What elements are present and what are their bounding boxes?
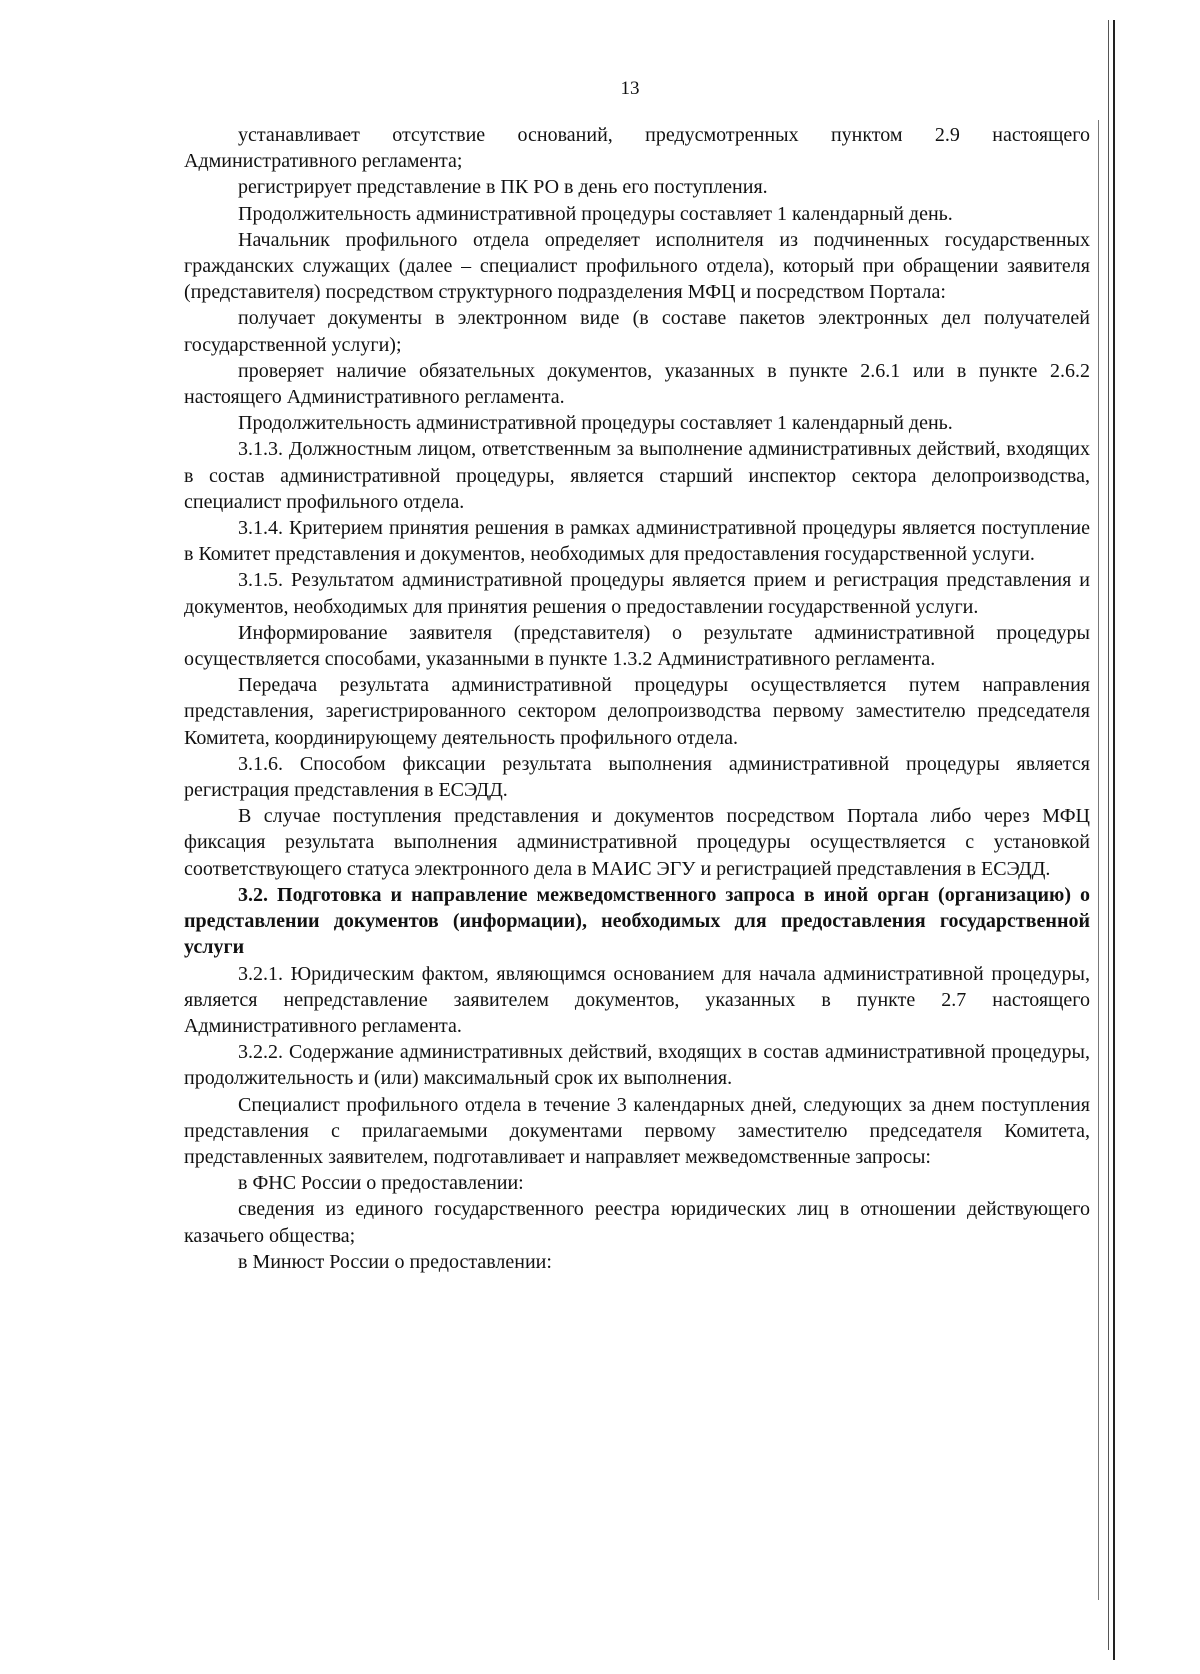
paragraph: 3.1.4. Критерием принятия решения в рамках административной процедуры является поступление в Комитет представления и документов, необходимых для предоставления государственной услуги. [184,517,1090,566]
document-body [184,122,1090,1275]
paragraph: устанавливает отсутствие оснований, предусмотренных пунктом 2.9 настоящего Административного регламента; [184,124,1090,173]
paragraph: 3.2.1. Юридическим фактом, являющимся основанием для начала административной процедуры, является непредставление заявителем документов, указанных в пункте 2.7 настоящего Административного регламента. [184,962,1090,1037]
paragraph: Начальник профильного отдела определяет исполнителя из подчиненных государственных гражданских служащих (далее – специалист профильного отдела), который при обращении заявителя (представителя) посредством структурного подразделения МФЦ и посредством Портала: [184,228,1090,304]
paragraph: получает документы в электронном виде (в составе пакетов электронных дел получателей государственной услуги); [184,307,1090,356]
paragraph: Продолжительность административной процедуры составляет 1 календарный день. [238,412,953,435]
paragraph: регистрирует представление в ПК РО в день его поступления. [238,176,768,199]
paragraph: Передача результата административной процедуры осуществляется путем направления представления, зарегистрированного сектором делопроизводства первому заместителю председателя Комитета, координирующему деятельность профильного отдела. [184,674,1090,749]
paragraph: 3.1.5. Результатом административной процедуры является прием и регистрация представления и документов, необходимых для принятия решения о предоставлении государственной услуги. [184,569,1090,618]
scan-artifact-line [1098,120,1099,1600]
scan-artifact-line [1113,20,1115,1660]
paragraph: в Минюст России о предоставлении: [238,1250,552,1273]
paragraph: Информирование заявителя (представителя) о результате административной процедуры осуществляется способами, указанными в пункте 1.3.2 Административного регламента. [184,621,1090,671]
paragraph: проверяет наличие обязательных документов, указанных в пункте 2.6.1 или в пункте 2.6.2 настоящего Административного регламента. [184,359,1090,409]
paragraph: Продолжительность административной процедуры составляет 1 календарный день. [238,202,953,225]
paragraph: Специалист профильного отдела в течение 3 календарных дней, следующих за днем поступления представления с прилагаемыми документами первому заместителю председателя Комитета, представленных заявителем, подготавливает и направляет межведомственные запросы: [184,1093,1090,1168]
page-number: 13 [620,78,640,99]
paragraph: в ФНС России о предоставлении: [238,1172,524,1195]
paragraph: сведения из единого государственного реестра юридических лиц в отношении действующего казачьего общества; [184,1198,1090,1247]
scan-artifact-line [1108,20,1109,1650]
section-heading: 3.2. Подготовка и направление межведомственного запроса в иной орган (организацию) о представлении документов (информации), необходимых для предоставления государственной услуги [184,883,1090,959]
paragraph: 3.2.2. Содержание административных действий, входящих в состав административной процедуры, продолжительность и (или) максимальный срок их выполнения. [184,1041,1090,1090]
paragraph: В случае поступления представления и документов посредством Портала либо через МФЦ фиксация результата выполнения административной процедуры осуществляется с установкой соответствующего статуса электронного дела в МАИС ЭГУ и регистрацией представления в ЕСЭДД. [184,805,1090,880]
paragraph: 3.1.6. Способом фиксации результата выполнения административной процедуры является регистрация представления в ЕСЭДД. [184,752,1090,802]
paragraph: 3.1.3. Должностным лицом, ответственным за выполнение административных действий, входящих в состав административной процедуры, является старший инспектор сектора делопроизводства, специалист профильного отдела. [184,438,1090,513]
